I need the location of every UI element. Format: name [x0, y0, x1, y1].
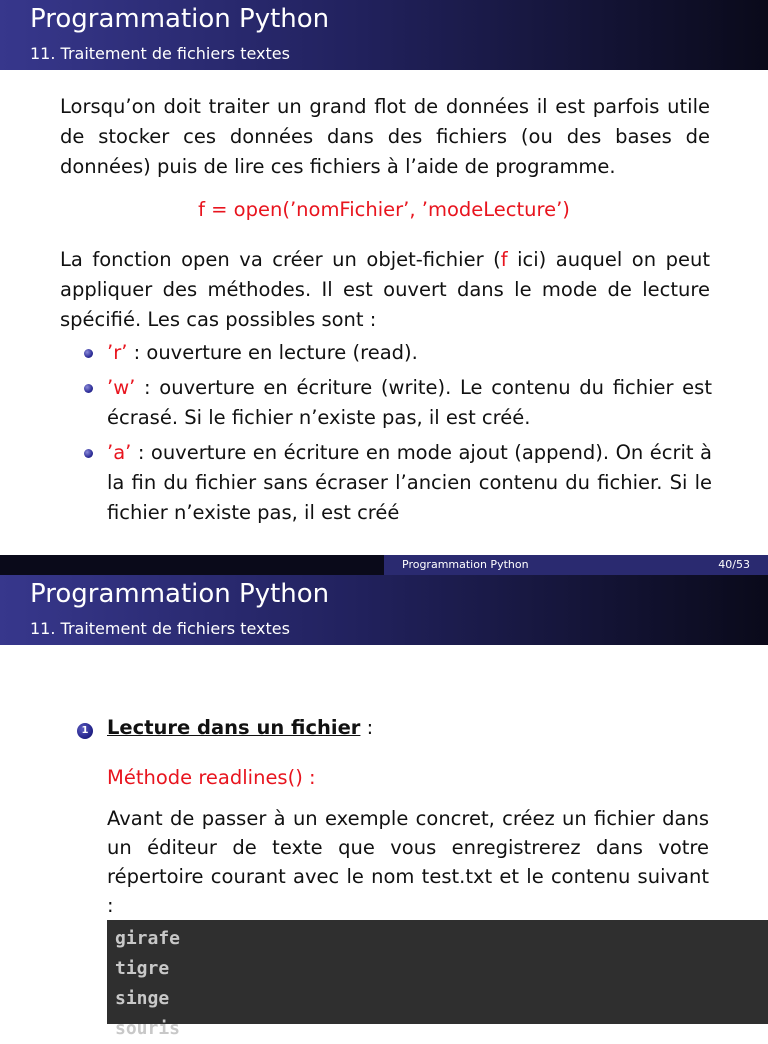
list-item: [82, 338, 712, 368]
bullet-icon: [84, 449, 93, 458]
slide1-title: Programmation Python: [30, 4, 330, 34]
code-block: [107, 920, 768, 1039]
slide1-intro-paragraph: Lorsqu’on doit traiter un grand flot de données il est parfois utile de stocker ces données dans des fichiers (ou des bases de données) puis de lire ces fichiers à l’aide de programme.: [60, 95, 710, 178]
code-line: singe: [115, 988, 170, 1009]
slide1-subtitle: 11. Traitement de fichiers textes: [30, 44, 290, 63]
mode-desc: : ouverture en lecture (read).: [127, 341, 418, 364]
slide2-title: Programmation Python: [30, 579, 330, 609]
item-heading: [107, 716, 373, 739]
para-text-start: La fonction open va créer un objet-fichier (: [60, 248, 501, 271]
item-heading-label: Lecture dans un fichier: [107, 716, 361, 739]
slide2-paragraph: Avant de passer à un exemple concret, créez un fichier dans un éditeur de texte que vous enregistrerez dans votre répertoire courant avec le nom test.txt et le contenu suivant :: [107, 807, 709, 917]
mode-list: [82, 338, 712, 533]
para-text-end: ici) auquel on peut appliquer des méthodes. Il est ouvert dans le mode de lecture spécifié. Les cas possibles sont :: [60, 248, 710, 331]
slide1-header: [0, 0, 768, 70]
open-formula: f = open(’nomFichier’, ’modeLecture’): [198, 198, 570, 221]
bullet-icon: [84, 349, 93, 358]
mode-key: ’a’: [107, 441, 132, 464]
mode-desc: : ouverture en écriture (write). Le contenu du fichier est écrasé. Si le fichier n’existe pas, il est créé.: [107, 376, 712, 429]
list-item: [82, 373, 712, 433]
code-line: girafe: [115, 928, 181, 949]
var-f: f: [500, 248, 508, 271]
slide2-subtitle: 11. Traitement de fichiers textes: [30, 619, 290, 638]
slide2-header: [0, 575, 768, 645]
bullet-icon: [84, 384, 93, 393]
mode-desc: : ouverture en écriture en mode ajout (append). On écrit à la fin du fichier sans écraser l’ancien contenu du fichier. Si le fichier n’existe pas, il est créé: [107, 441, 712, 524]
page-number: 40/53: [718, 558, 750, 571]
method-label: Méthode readlines() :: [107, 766, 316, 789]
slide-footer: [0, 555, 768, 575]
mode-key: ’r’: [107, 341, 128, 364]
slide1-open-paragraph: [60, 245, 710, 335]
footer-title: Programmation Python: [402, 558, 529, 571]
list-item: [82, 438, 712, 528]
mode-key: ’w’: [107, 376, 136, 399]
code-line: tigre: [115, 958, 170, 979]
item-heading-suffix: :: [360, 716, 374, 739]
item-number-icon: 1: [77, 723, 93, 739]
code-line: souris: [115, 1018, 181, 1039]
